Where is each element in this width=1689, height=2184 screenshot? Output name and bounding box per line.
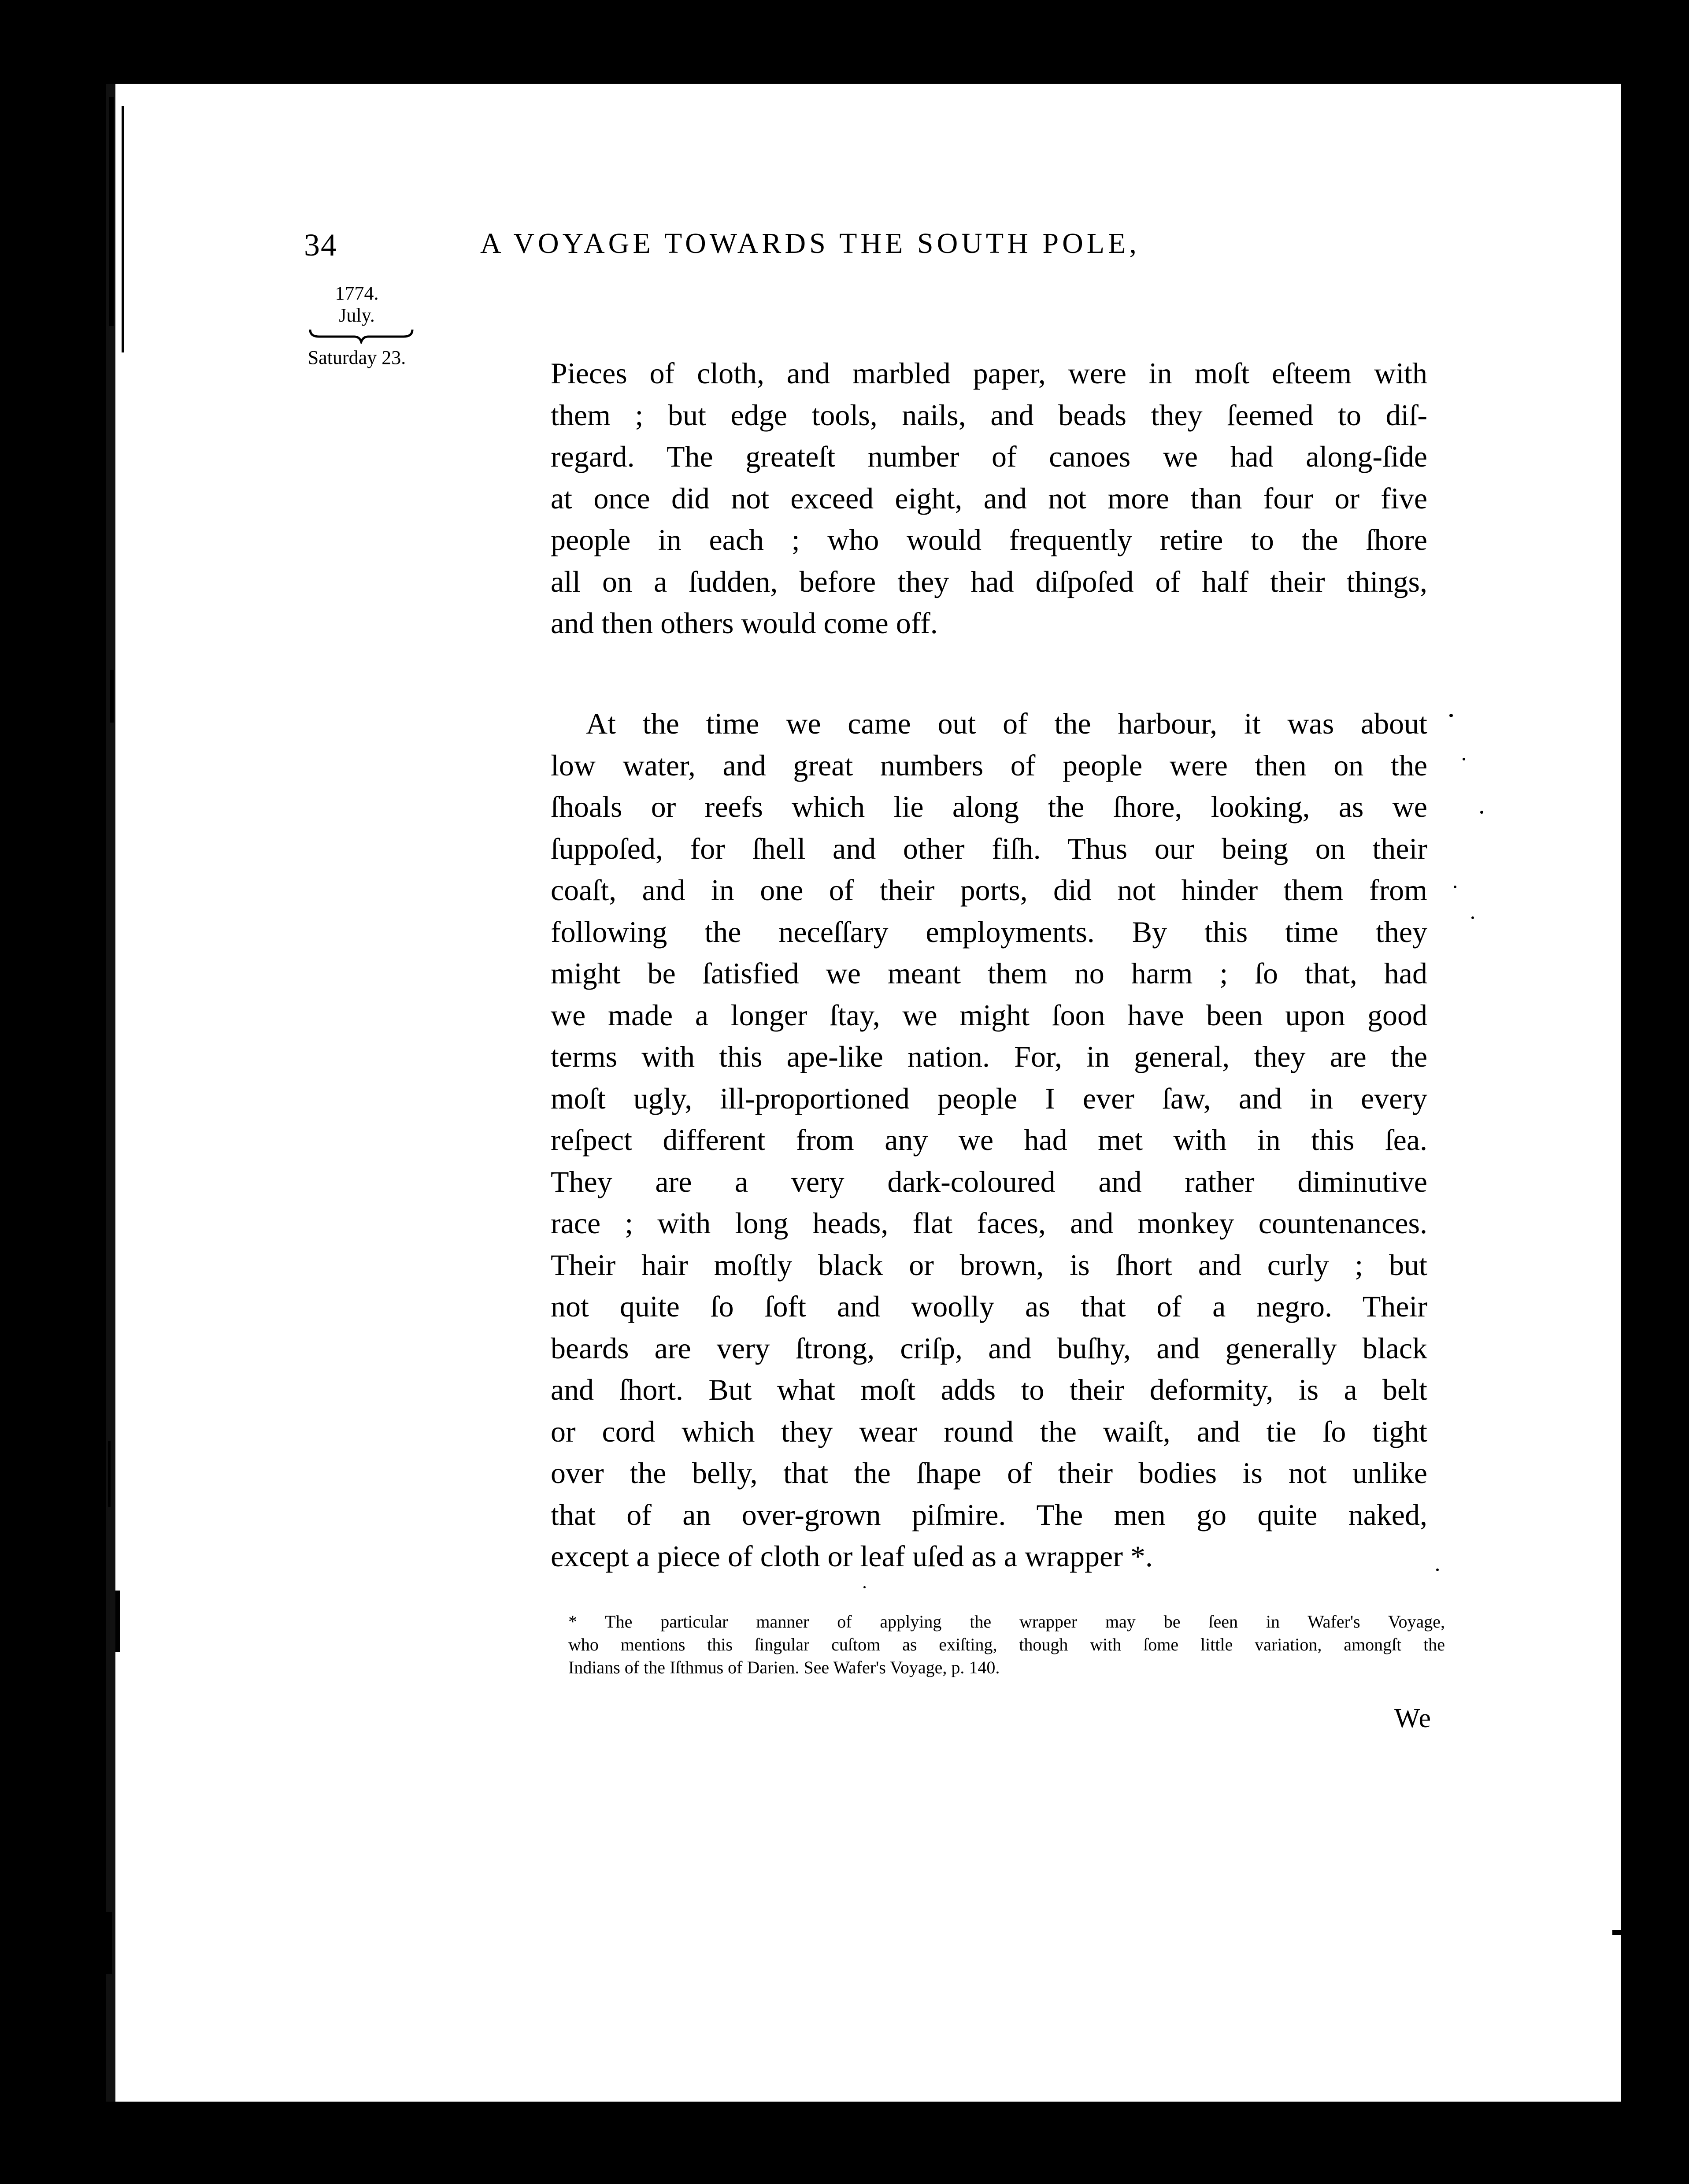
scan-speck <box>1454 886 1456 888</box>
text-line: moſt ugly, ill-proportioned people I ever ſaw, and in every <box>551 1081 1427 1115</box>
page-header <box>304 227 1374 275</box>
text-line: not quite ſo ſoft and woolly as that of a negro. Their <box>551 1290 1427 1323</box>
text-line: all on a ſudden, before they had diſpoſed of half their things, <box>551 564 1427 598</box>
scan-speck <box>1449 714 1453 717</box>
footnote-line: who mentions this ſingular cuſtom as exiſting, though with ſome little variation, amongſt the <box>568 1635 1445 1654</box>
catchword: We <box>1394 1703 1432 1733</box>
margin-day: Saturday 23. <box>307 347 406 368</box>
text-line: and then others would come off. <box>551 606 938 640</box>
binding-mark <box>109 97 114 326</box>
footnote-line: * The particular manner of applying the wrapper may be ſeen in Wafer's Voyage, <box>568 1612 1445 1632</box>
text-line: at once did not exceed eight, and not more than four or five <box>551 481 1427 515</box>
text-line: ſhoals or reefs which lie along the ſhore, looking, as we <box>551 790 1427 823</box>
footnote-line: Indians of the Iſthmus of Darien. See Wafer's Voyage, p. 140. <box>568 1657 1000 1677</box>
text-line: over the belly, that the ſhape of their bodies is not unlike <box>551 1456 1427 1490</box>
text-line: terms with this ape-like nation. For, in general, they are the <box>551 1040 1427 1073</box>
text-line: reſpect different from any we had met with in this ſea. <box>551 1123 1427 1157</box>
scan-speck <box>1480 811 1483 814</box>
binding-mark <box>115 1591 120 1652</box>
text-line: except a piece of cloth or leaf uſed as a wrapper *. <box>551 1539 1153 1573</box>
text-line: following the neceſſary employments. By this time they <box>551 915 1427 949</box>
margin-date-note <box>291 282 423 397</box>
text-line: that of an over-grown piſmire. The men go quite naked, <box>551 1498 1427 1531</box>
text-line: regard. The greateſt number of canoes we had along-ſide <box>551 440 1427 473</box>
text-line: and ſhort. But what moſt adds to their deformity, is a belt <box>551 1373 1427 1406</box>
paragraph-1 <box>551 352 1427 644</box>
brace-ornament <box>291 326 423 346</box>
scan-speck <box>863 1586 866 1588</box>
text-line: might be ſatisfied we meant them no harm ; ſo that, had <box>551 957 1427 990</box>
text-line: people in each ; who would frequently retire to the ſhore <box>551 523 1427 556</box>
text-line: coaſt, and in one of their ports, did not hinder them from <box>551 873 1427 907</box>
binding-edge <box>106 84 115 2102</box>
footnote <box>568 1610 1445 1679</box>
text-line: low water, and great numbers of people were then on the <box>551 748 1427 782</box>
text-line: Pieces of cloth, and marbled paper, were in moſt eſteem with <box>551 356 1427 390</box>
running-head: A VOYAGE TOWARDS THE SOUTH POLE, <box>480 227 1140 260</box>
binding-mark <box>122 106 124 352</box>
page-number: 34 <box>304 227 337 263</box>
text-line: Their hair moſtly black or brown, is ſhort and curly ; but <box>551 1248 1427 1282</box>
paragraph-2 <box>551 703 1427 1577</box>
text-line: They are a very dark-coloured and rather diminutive <box>551 1164 1427 1198</box>
text-line: we made a longer ſtay, we might ſoon have been upon good <box>551 998 1427 1032</box>
scan-speck <box>1436 1568 1439 1571</box>
text-line: race ; with long heads, flat faces, and monkey countenances. <box>551 1206 1427 1240</box>
text-line: them ; but edge tools, nails, and beads they ſeemed to diſ- <box>551 398 1427 432</box>
margin-month: July. <box>339 304 375 326</box>
text-line: At the time we came out of the harbour, it was about <box>586 707 1427 740</box>
page-edge-mark <box>1612 1930 1626 1935</box>
binding-mark <box>108 1441 111 1507</box>
margin-year: 1774. <box>335 282 379 304</box>
text-line: ſuppoſed, for ſhell and other fiſh. Thus our being on their <box>551 831 1427 865</box>
binding-mark <box>102 1912 112 1974</box>
binding-mark <box>110 670 114 723</box>
text-line: or cord which they wear round the waiſt, and tie ſo tight <box>551 1414 1427 1448</box>
scan-speck <box>1463 758 1465 760</box>
scan-speck <box>1471 916 1474 919</box>
text-line: beards are very ſtrong, criſp, and buſhy, and generally black <box>551 1331 1427 1365</box>
